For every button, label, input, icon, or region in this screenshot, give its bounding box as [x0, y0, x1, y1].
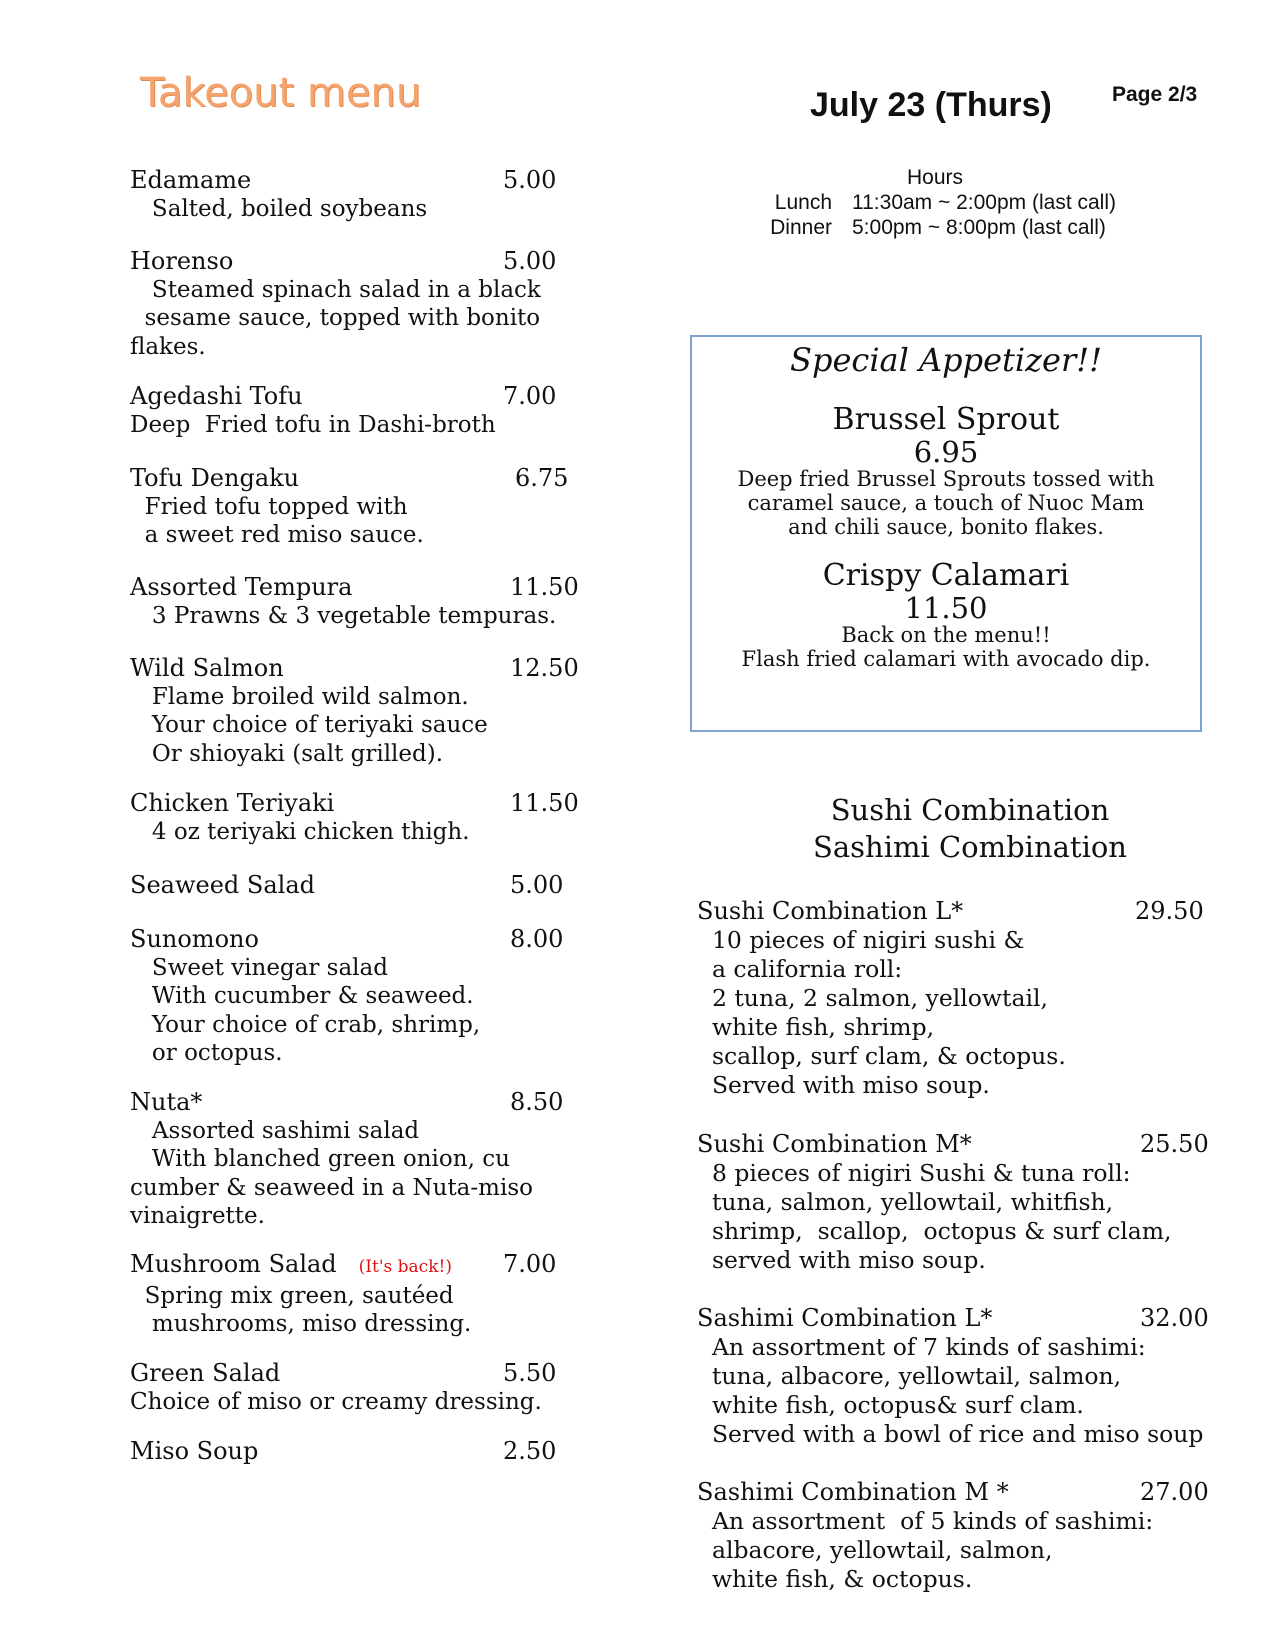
combo-name: Sashimi Combination M *	[697, 1478, 1009, 1506]
special-item-description: Deep fried Brussel Sprouts tossed with caramel sauce, a touch of Nuoc Mam and chili sauce, bonito flakes.	[737, 467, 1155, 539]
item-name: Nuta*	[130, 1088, 203, 1116]
special-item-name: Brussel Sprout	[832, 402, 1060, 437]
item-price: 7.00	[503, 1250, 557, 1278]
item-description: Sweet vinegar salad With cucumber & seaweed. Your choice of crab, shrimp, or octopus.	[151, 954, 481, 1066]
combo-price: 29.50	[1135, 897, 1204, 925]
menu-item-agedashi-tofu	[130, 382, 600, 439]
menu-item-seaweed-salad	[130, 871, 600, 900]
combo-item-sashimi-l	[697, 1304, 1217, 1449]
item-price: 11.50	[510, 789, 579, 817]
combo-item-sashimi-m	[697, 1478, 1217, 1594]
item-name: Edamame	[130, 166, 252, 194]
page-number: Page 2/3	[1112, 83, 1198, 106]
menu-item-wild-salmon	[130, 654, 600, 768]
combination-heading	[740, 792, 1200, 866]
menu-item-edamame	[130, 166, 600, 223]
item-description: Spring mix green, sautéed mushrooms, miso dressing.	[144, 1282, 472, 1337]
item-price: 5.00	[510, 871, 564, 899]
special-item-description: Back on the menu!! Flash fried calamari with avocado dip.	[741, 623, 1151, 671]
item-name: Assorted Tempura	[130, 573, 353, 601]
lunch-label: Lunch	[774, 191, 832, 214]
combo-price: 27.00	[1140, 1478, 1209, 1506]
menu-item-miso-soup	[130, 1437, 600, 1466]
item-name: Green Salad	[130, 1359, 281, 1387]
special-item-name: Crispy Calamari	[822, 558, 1070, 593]
item-description: Deep Fried tofu in Dashi-broth	[130, 411, 496, 438]
item-name: Sunomono	[130, 925, 259, 953]
dinner-time: 5:00pm ~ 8:00pm (last call)	[852, 216, 1106, 239]
item-name: Horenso	[130, 247, 234, 275]
hours-lunch-row	[740, 190, 1130, 215]
item-name: Tofu Dengaku	[130, 464, 300, 492]
item-name: Wild Salmon	[130, 654, 284, 682]
special-item-price: 6.95	[913, 435, 979, 469]
combo-description: 8 pieces of nigiri Sushi & tuna roll: tuna, salmon, yellowtail, whitfish, shrimp, scallop, octopus & surf clam, served with miso soup.	[711, 1159, 1172, 1274]
combo-name: Sushi Combination L*	[697, 897, 964, 925]
menu-item-mushroom-salad	[130, 1250, 600, 1339]
special-item-price: 11.50	[904, 591, 988, 625]
combo-price: 25.50	[1140, 1130, 1209, 1158]
special-appetizer-box	[690, 335, 1202, 732]
item-name: Mushroom Salad	[130, 1250, 337, 1278]
combo-description: An assortment of 5 kinds of sashimi: albacore, yellowtail, salmon, white fish, & octopus.	[711, 1507, 1154, 1593]
combo-name: Sashimi Combination L*	[697, 1304, 993, 1332]
item-description: Assorted sashimi salad With blanched green onion, cu cumber & seaweed in a Nuta-miso vinaigrette.	[130, 1117, 533, 1229]
item-price: 11.50	[510, 573, 579, 601]
combo-name: Sushi Combination M*	[697, 1130, 972, 1158]
item-description: Fried tofu topped with a sweet red miso sauce.	[144, 493, 424, 548]
item-price: 7.00	[503, 382, 557, 410]
item-description: Salted, boiled soybeans	[130, 195, 428, 222]
menu-date: July 23 (Thurs)	[810, 86, 1052, 124]
item-description: 4 oz teriyaki chicken thigh.	[130, 818, 470, 845]
special-heading: Special Appetizer!!	[790, 341, 1102, 379]
item-price: 8.50	[510, 1088, 564, 1116]
item-name: Miso Soup	[130, 1437, 259, 1465]
combination-heading-line1: Sushi Combination	[830, 793, 1110, 827]
its-back-badge: (It's back!)	[358, 1257, 452, 1277]
hours-block	[740, 165, 1130, 240]
item-price: 6.75	[515, 464, 569, 492]
item-price: 5.00	[503, 166, 557, 194]
item-price: 5.50	[503, 1359, 557, 1387]
menu-item-sunomono	[130, 925, 600, 1068]
item-price: 2.50	[503, 1437, 557, 1465]
item-name: Seaweed Salad	[130, 871, 315, 899]
combination-heading-line2: Sashimi Combination	[812, 830, 1127, 864]
menu-item-green-salad	[130, 1359, 600, 1416]
menu-item-nuta	[130, 1088, 600, 1231]
item-price: 12.50	[510, 654, 579, 682]
combo-description: An assortment of 7 kinds of sashimi: tuna, albacore, yellowtail, salmon, white fish, octopus& surf clam. Served with a bowl of rice and miso soup	[711, 1333, 1204, 1448]
combo-item-sushi-l	[697, 897, 1217, 1100]
lunch-time: 11:30am ~ 2:00pm (last call)	[852, 191, 1116, 214]
combo-description: 10 pieces of nigiri sushi & a california roll: 2 tuna, 2 salmon, yellowtail, white fish, shrimp, scallop, surf clam, & octopus. Served with miso soup.	[711, 926, 1066, 1099]
item-description: 3 Prawns & 3 vegetable tempuras.	[130, 602, 557, 629]
hours-title: Hours	[906, 166, 964, 189]
item-price: 8.00	[510, 925, 564, 953]
combo-item-sushi-m	[697, 1130, 1217, 1275]
menu-title: Takeout menu	[140, 70, 422, 116]
item-name: Chicken Teriyaki	[130, 789, 335, 817]
item-description: Choice of miso or creamy dressing.	[130, 1388, 542, 1415]
dinner-label: Dinner	[770, 216, 832, 239]
item-name: Agedashi Tofu	[130, 382, 303, 410]
item-description: Steamed spinach salad in a black sesame sauce, topped with bonito flakes.	[130, 276, 541, 360]
menu-item-assorted-tempura	[130, 573, 600, 630]
item-description: Flame broiled wild salmon. Your choice of teriyaki sauce Or shioyaki (salt grilled).	[151, 683, 488, 767]
hours-dinner-row	[740, 215, 1130, 240]
menu-item-horenso	[130, 247, 600, 361]
menu-item-chicken-teriyaki	[130, 789, 600, 846]
menu-item-tofu-dengaku	[130, 464, 600, 550]
item-price: 5.00	[503, 247, 557, 275]
combo-price: 32.00	[1140, 1304, 1209, 1332]
